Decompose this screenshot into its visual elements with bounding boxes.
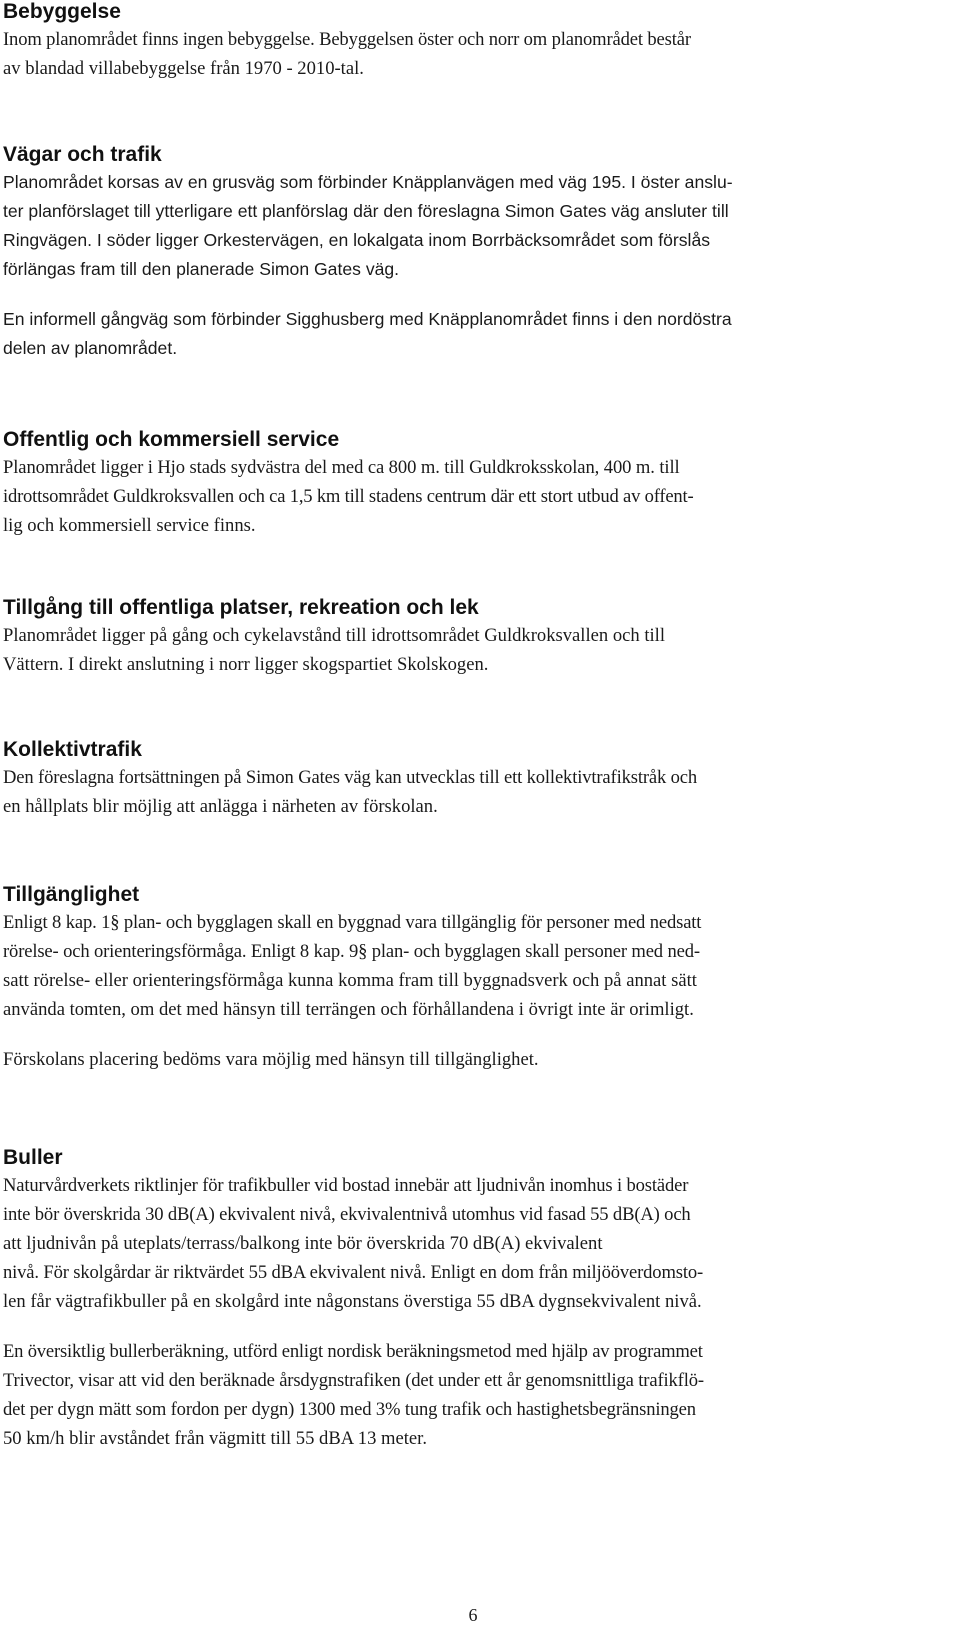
text-line: rörelse- och orienteringsförmåga. Enligt 8 kap. 9§ plan- och bygglagen skall personer med ned-	[3, 941, 700, 962]
text-line: Enligt 8 kap. 1§ plan- och bygglagen skall en byggnad vara tillgänglig för personer med nedsatt	[3, 912, 702, 933]
text-line: Den föreslagna fortsättningen på Simon Gates väg kan utvecklas till ett kollektivtrafikstråk och	[3, 767, 698, 788]
page-number: 6	[468, 1605, 478, 1625]
text-line: En översiktlig bullerberäkning, utförd enligt nordisk beräkningsmetod med hjälp av programmet	[3, 1341, 703, 1362]
text-line: förlängas fram till den planerade Simon Gates väg.	[3, 259, 400, 279]
section-heading: Buller	[3, 1146, 63, 1169]
text-line: Inom planområdet finns ingen bebyggelse. Bebyggelsen öster och norr om planområdet består	[3, 29, 691, 50]
section-vagar-och-trafik	[3, 143, 955, 363]
text-line: lig och kommersiell service finns.	[3, 515, 256, 536]
section-paragraph	[3, 305, 955, 363]
section-bebyggelse	[3, 0, 955, 83]
text-line: En informell gångväg som förbinder Sigghusberg med Knäpplanområdet finns i den nordöstra	[3, 309, 732, 329]
section-paragraph	[3, 763, 955, 821]
section-paragraph	[3, 1337, 955, 1453]
section-heading: Kollektivtrafik	[3, 738, 142, 761]
text-line: Planområdet korsas av en grusväg som förbinder Knäpplanvägen med väg 195. I öster anslu-	[3, 172, 733, 192]
section-paragraph	[3, 453, 955, 540]
section-heading: Offentlig och kommersiell service	[3, 428, 340, 451]
text-line: idrottsområdet Guldkroksvallen och ca 1,5 km till stadens centrum där ett stort utbud av offent-	[3, 486, 694, 507]
text-line: Naturvårdverkets riktlinjer för trafikbuller vid bostad innebär att ljudnivån inomhus i bostäder	[3, 1175, 689, 1196]
section-offentlig-service	[3, 428, 955, 540]
text-line: Ringvägen. I söder ligger Orkestervägen, en lokalgata inom Borrbäcksområdet som förslås	[3, 230, 711, 250]
section-heading: Vägar och trafik	[3, 143, 162, 166]
section-paragraph	[3, 25, 955, 83]
section-heading: Tillgänglighet	[3, 883, 140, 906]
text-line: Trivector, visar att vid den beräknade årsdygnstrafiken (det under ett år genomsnittliga trafikflö-	[3, 1370, 704, 1391]
text-line: en hållplats blir möjlig att anlägga i närheten av förskolan.	[3, 796, 438, 817]
section-tillganglighet	[3, 883, 955, 1074]
section-paragraph	[3, 908, 955, 1024]
section-paragraph	[3, 168, 955, 284]
text-line: 50 km/h blir avståndet från vägmitt till 55 dBA 13 meter.	[3, 1428, 427, 1449]
text-line: len får vägtrafikbuller på en skolgård inte någonstans överstiga 55 dBA dygnsekvivalent nivå.	[3, 1291, 702, 1312]
text-line: delen av planområdet.	[3, 338, 178, 358]
text-line: använda tomten, om det med hänsyn till terrängen och förhållandena i övrigt inte är orimligt.	[3, 999, 694, 1020]
section-tillgang-offentliga-platser	[3, 596, 955, 679]
section-heading: Tillgång till offentliga platser, rekreation och lek	[3, 596, 479, 619]
text-line: det per dygn mätt som fordon per dygn) 1300 med 3% tung trafik och hastighetsbegränsningen	[3, 1399, 696, 1420]
section-kollektivtrafik	[3, 738, 955, 821]
section-buller	[3, 1146, 955, 1453]
text-line: satt rörelse- eller orienteringsförmåga kunna komma fram till byggnadsverk och på annat sätt	[3, 970, 697, 991]
section-paragraph	[3, 621, 955, 679]
section-heading: Bebyggelse	[3, 0, 121, 23]
text-line: nivå. För skolgårdar är riktvärdet 55 dBA ekvivalent nivå. Enligt en dom från miljööverdomsto-	[3, 1262, 704, 1283]
section-paragraph	[3, 1171, 955, 1316]
text-line: av blandad villabebyggelse från 1970 - 2010-tal.	[3, 58, 364, 79]
text-line: Planområdet ligger i Hjo stads sydvästra del med ca 800 m. till Guldkroksskolan, 400 m. till	[3, 457, 680, 478]
text-line: ter planförslaget till ytterligare ett planförslag där den föreslagna Simon Gates väg ansluter till	[3, 201, 729, 221]
section-paragraph	[3, 1045, 955, 1074]
text-line: inte bör överskrida 30 dB(A) ekvivalent nivå, ekvivalentnivå utomhus vid fasad 55 dB(A) och	[3, 1204, 691, 1225]
text-line: att ljudnivån på uteplats/terrass/balkong inte bör överskrida 70 dB(A) ekvivalent	[3, 1233, 603, 1254]
text-line: Vättern. I direkt anslutning i norr ligger skogspartiet Skolskogen.	[3, 654, 489, 675]
text-line: Planområdet ligger på gång och cykelavstånd till idrottsområdet Guldkroksvallen och till	[3, 625, 665, 646]
text-line: Förskolans placering bedöms vara möjlig med hänsyn till tillgänglighet.	[3, 1049, 539, 1070]
